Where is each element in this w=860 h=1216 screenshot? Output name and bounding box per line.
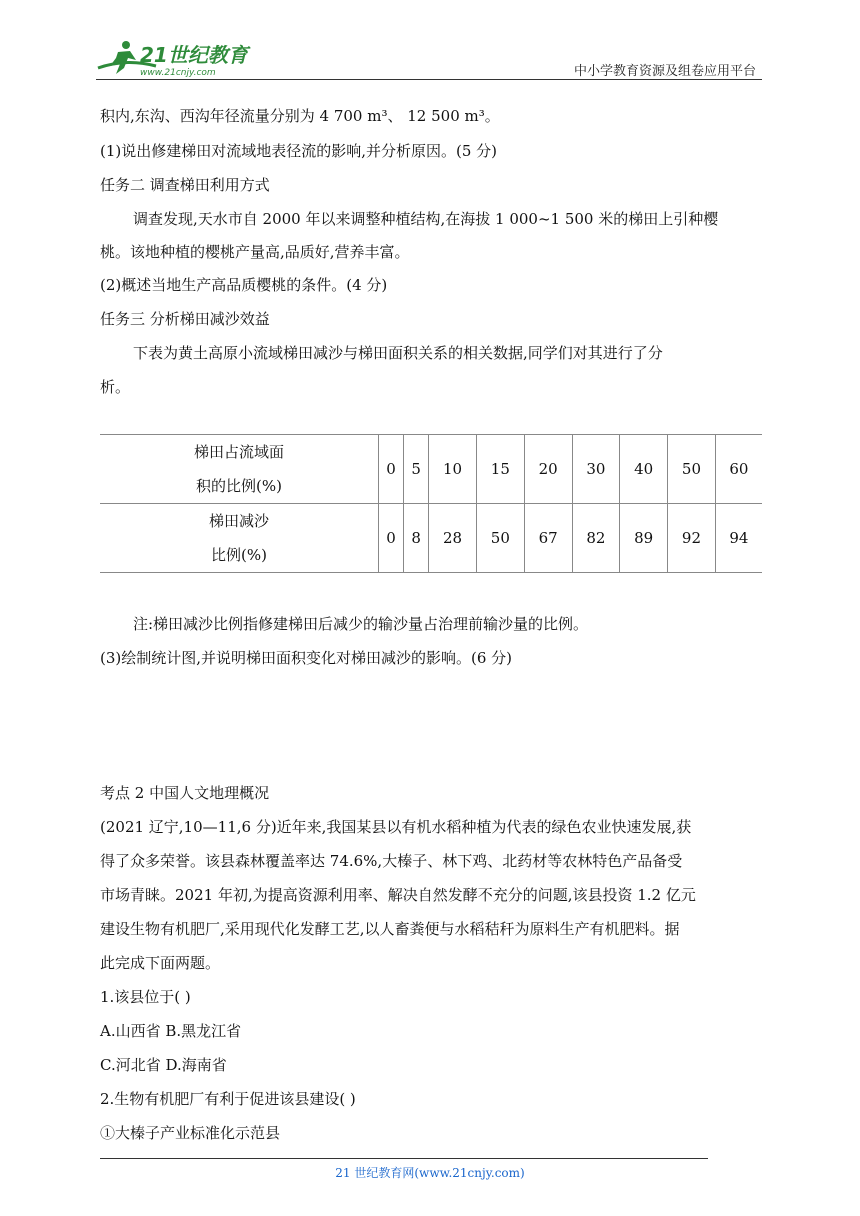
question-item: 2.生物有机肥厂有利于促进该县建设( ) — [100, 1090, 356, 1108]
table-cell: 15 — [476, 435, 524, 504]
header-platform-title: 中小学教育资源及组卷应用平台 — [573, 64, 756, 79]
answer-options: A.山西省 B.黑龙江省 — [100, 1022, 242, 1040]
question-1: (1)说出修建梯田对流域地表径流的影响,并分析原因。(5 分) — [100, 142, 498, 160]
table-row — [100, 435, 762, 504]
table-cell: 40 — [620, 435, 668, 504]
table-cell: 92 — [668, 504, 716, 573]
question-2: (2)概述当地生产高品质樱桃的条件。(4 分) — [100, 276, 388, 294]
table-cell: 28 — [429, 504, 477, 573]
table-cell: 10 — [429, 435, 477, 504]
table-cell: 60 — [715, 435, 762, 504]
table-cell: 5 — [404, 435, 429, 504]
question-3: (3)绘制统计图,并说明梯田面积变化对梯田减沙的影响。(6 分) — [100, 649, 513, 667]
table-note: 注:梯田减沙比例指修建梯田后减少的输沙量占治理前输沙量的比例。 — [133, 615, 589, 633]
table-cell: 0 — [379, 504, 404, 573]
footer-link[interactable]: 21 世纪教育网(www.21cnjy.com) — [335, 1166, 525, 1180]
paragraph-line: 桃。该地种植的樱桃产量高,品质好,营养丰富。 — [100, 243, 410, 261]
paragraph-line: 市场青睐。2021 年初,为提高资源利用率、解决自然发酵不充分的问题,该县投资 1.2 亿元 — [100, 886, 696, 904]
paragraph-line: 此完成下面两题。 — [100, 954, 221, 972]
table-cell: 89 — [620, 504, 668, 573]
row-header-sediment-reduction: 梯田减沙 比例(%) — [100, 504, 379, 573]
paragraph-line: 析。 — [100, 378, 131, 396]
header-divider — [96, 79, 762, 80]
section-heading: 考点 2 中国人文地理概况 — [100, 784, 270, 802]
table-cell: 67 — [524, 504, 572, 573]
logo-text: 21世纪教育 — [140, 43, 248, 67]
site-logo — [96, 38, 266, 80]
answer-options: C.河北省 D.海南省 — [100, 1056, 227, 1074]
paragraph-line: 建设生物有机肥厂,采用现代化发酵工艺,以人畜粪便与水稻秸秆为原料生产有机肥料。据 — [100, 920, 680, 938]
task-3-heading: 任务三 分析梯田减沙效益 — [100, 310, 270, 328]
table-cell: 50 — [668, 435, 716, 504]
paragraph-line: 积内,东沟、西沟年径流量分别为 4 700 m³、 12 500 m³。 — [100, 107, 500, 125]
table-cell: 30 — [572, 435, 620, 504]
paragraph-line: 下表为黄土高原小流域梯田减沙与梯田面积关系的相关数据,同学们对其进行了分 — [133, 344, 663, 362]
footer-divider — [100, 1158, 708, 1159]
paragraph-line: (2021 辽宁,10—11,6 分)近年来,我国某县以有机水稻种植为代表的绿色农业快速发展,获 — [100, 818, 692, 836]
row-header-area-ratio: 梯田占流域面 积的比例(%) — [100, 435, 379, 504]
paragraph-line: 调查发现,天水市自 2000 年以来调整种植结构,在海拔 1 000~1 500 米的梯田上引种樱 — [133, 210, 719, 228]
table-cell: 82 — [572, 504, 620, 573]
paragraph-line: 得了众多荣誉。该县森林覆盖率达 74.6%,大榛子、林下鸡、北药材等农林特色产品备受 — [100, 852, 683, 870]
table-row — [100, 504, 762, 573]
table-cell: 94 — [715, 504, 762, 573]
logo-subtext: www.21cnjy.com — [140, 68, 216, 78]
table-cell: 0 — [379, 435, 404, 504]
table-cell: 20 — [524, 435, 572, 504]
question-item: 1.该县位于( ) — [100, 988, 191, 1006]
table-cell: 8 — [404, 504, 429, 573]
task-2-heading: 任务二 调查梯田利用方式 — [100, 176, 270, 194]
terrace-data-table — [100, 434, 762, 573]
table-cell: 50 — [476, 504, 524, 573]
list-item: ①大榛子产业标准化示范县 — [100, 1124, 281, 1142]
